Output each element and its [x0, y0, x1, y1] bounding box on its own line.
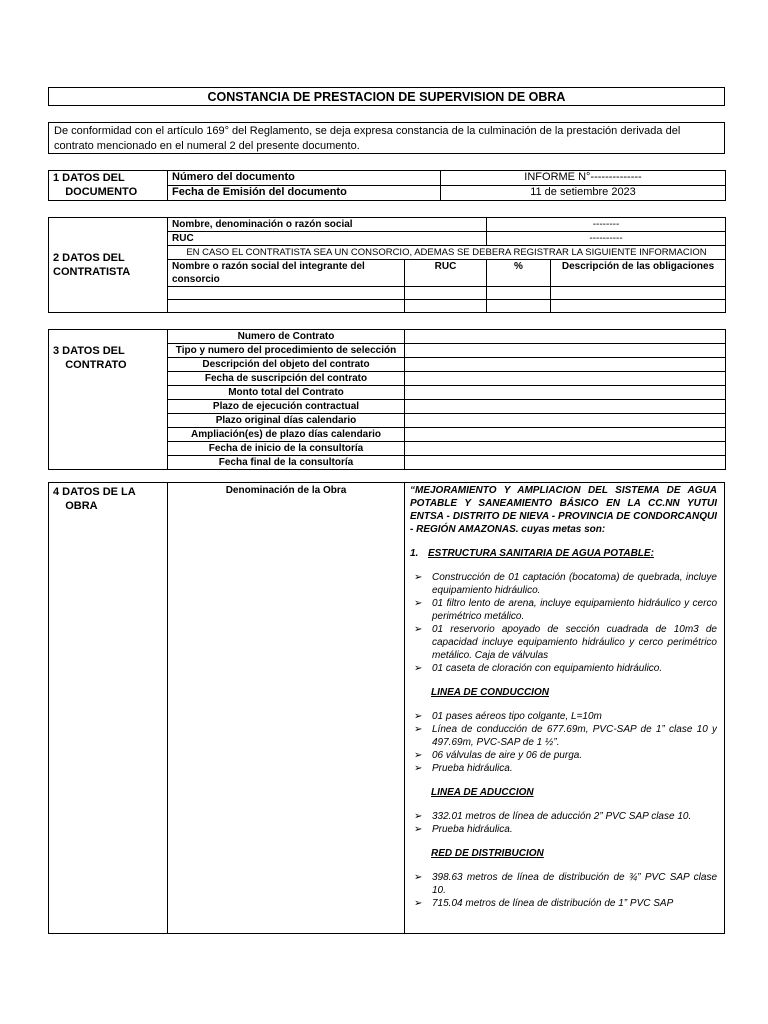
table-cell — [168, 300, 405, 313]
razon-social-value: -------- — [487, 218, 726, 232]
bullet-list — [410, 710, 717, 775]
list-item: ➢ 01 pases aéreos tipo colgante, L=10m — [414, 711, 602, 722]
section-3-label: 3 DATOS DEL CONTRATO — [49, 330, 168, 470]
subheading-distribucion: RED DE DISTRIBUCION — [431, 848, 544, 859]
document-date-label: Fecha de Emisión del documento — [168, 186, 441, 201]
contract-field-value — [405, 456, 726, 470]
table-cell — [551, 300, 726, 313]
intro-paragraph: De conformidad con el artículo 169° del Reglamento, se deja expresa constancia de la culminación de la prestación derivada del contrato mencionado en el numeral 2 del presente documento. — [48, 122, 725, 154]
obra-description — [410, 484, 717, 932]
col-ruc-header: RUC — [405, 260, 487, 287]
arrow-bullet-icon: ➢ — [414, 572, 423, 583]
table-cell — [487, 300, 551, 313]
contract-field-label: Fecha de inicio de la consultoría — [168, 442, 405, 456]
table-cell — [405, 300, 487, 313]
goal-title: ESTRUCTURA SANITARIA DE AGUA POTABLE: — [428, 548, 654, 559]
page-title: CONSTANCIA DE PRESTACION DE SUPERVISION DE OBRA — [48, 87, 725, 106]
contract-field-value — [405, 386, 726, 400]
contract-field-value — [405, 442, 726, 456]
contract-field-label: Fecha final de la consultoría — [168, 456, 405, 470]
ruc-value: ---------- — [487, 232, 726, 246]
table-cell — [551, 287, 726, 300]
goal-item — [410, 547, 717, 560]
list-item: ➢ Prueba hidráulica. — [414, 763, 513, 774]
arrow-bullet-icon: ➢ — [414, 724, 423, 735]
list-item: ➢ 715.04 metros de línea de distribución de 1” PVC SAP — [414, 898, 674, 909]
list-item: ➢ Construcción de 01 captación (bocatoma) de quebrada, incluye equipamiento hidráulico. — [414, 572, 717, 596]
contract-field-label: Ampliación(es) de plazo días calendario — [168, 428, 405, 442]
bullet-list — [410, 871, 717, 910]
consorcio-note: EN CASO EL CONTRATISTA SEA UN CONSORCIO, ADEMAS SE DEBERA REGISTRAR LA SIGUIENTE INFORMACION — [168, 246, 726, 260]
arrow-bullet-icon: ➢ — [414, 598, 423, 609]
section-4-label: 4 DATOS DE LA OBRA — [53, 486, 136, 512]
arrow-bullet-icon: ➢ — [414, 898, 423, 909]
section-1-label: 1 DATOS DEL DOCUMENTO — [49, 171, 168, 201]
document-date-value: 11 de setiembre 2023 — [441, 186, 726, 201]
arrow-bullet-icon: ➢ — [414, 624, 423, 635]
list-item: ➢ Prueba hidráulica. — [414, 824, 513, 835]
list-item: ➢ 398.63 metros de línea de distribución de ¾” PVC SAP clase 10. — [414, 872, 717, 896]
arrow-bullet-icon: ➢ — [414, 872, 423, 883]
col-integrante-header: Nombre o razón social del integrante del consorcio — [168, 260, 405, 287]
denominacion-label: Denominación de la Obra — [225, 485, 347, 496]
table-cell — [168, 287, 405, 300]
arrow-bullet-icon: ➢ — [414, 824, 423, 835]
arrow-bullet-icon: ➢ — [414, 763, 423, 774]
contract-field-value — [405, 414, 726, 428]
contract-field-label: Descripción del objeto del contrato — [168, 358, 405, 372]
ruc-label: RUC — [168, 232, 487, 246]
contract-field-value — [405, 358, 726, 372]
subheading-aduccion: LINEA DE ADUCCION — [431, 787, 534, 798]
section-1-table — [48, 170, 726, 201]
contract-field-value — [405, 344, 726, 358]
arrow-bullet-icon: ➢ — [414, 811, 423, 822]
divider — [404, 482, 405, 934]
arrow-bullet-icon: ➢ — [414, 750, 423, 761]
list-item: ➢ 01 filtro lento de arena, incluye equipamiento hidráulico y cerco perimétrico metálico. — [414, 598, 717, 622]
razon-social-label: Nombre, denominación o razón social — [168, 218, 487, 232]
list-item: ➢ 06 válvulas de aire y 06 de purga. — [414, 750, 583, 761]
document-number-label: Número del documento — [168, 171, 441, 186]
arrow-bullet-icon: ➢ — [414, 663, 423, 674]
obra-title: “MEJORAMIENTO Y AMPLIACION DEL SISTEMA DE AGUA POTABLE Y SANEAMIENTO BÁSICO EN LA CC.NN YUTUI ENTSA - DISTRITO DE NIEVA - PROVINCIA DE CONDORCANQUI - REGIÓN AMAZONAS. cuyas metas son: — [410, 485, 717, 535]
section-2-table — [48, 217, 726, 313]
contract-field-value — [405, 400, 726, 414]
col-obligaciones-header: Descripción de las obligaciones — [551, 260, 726, 287]
document-number-value: INFORME N°-------------- — [441, 171, 726, 186]
contract-field-value — [405, 330, 726, 344]
contract-field-label: Numero de Contrato — [168, 330, 405, 344]
contract-field-value — [405, 372, 726, 386]
section-2-label: 2 DATOS DEL CONTRATISTA — [49, 218, 168, 313]
contract-field-label: Plazo original días calendario — [168, 414, 405, 428]
bullet-list — [410, 810, 717, 836]
table-cell — [487, 287, 551, 300]
contract-field-label: Plazo de ejecución contractual — [168, 400, 405, 414]
goal-number: 1. — [410, 548, 419, 559]
list-item: ➢ 01 caseta de cloración con equipamiento hidráulico. — [414, 663, 663, 674]
list-item: ➢ Línea de conducción de 677.69m, PVC-SAP de 1” clase 10 y 497.69m, PVC-SAP de 1 ½”. — [414, 724, 717, 748]
bullet-list — [410, 571, 717, 675]
section-3-table — [48, 329, 726, 470]
divider — [167, 482, 168, 934]
contract-field-label: Monto total del Contrato — [168, 386, 405, 400]
table-cell — [405, 287, 487, 300]
contract-field-label: Tipo y numero del procedimiento de selección — [168, 344, 405, 358]
col-percent-header: % — [487, 260, 551, 287]
contract-field-value — [405, 428, 726, 442]
list-item: ➢ 332.01 metros de línea de aducción 2” PVC SAP clase 10. — [414, 811, 692, 822]
list-item: ➢ 01 reservorio apoyado de sección cuadrada de 10m3 de capacidad incluye equipamiento hidráulico y cerco perimétrico metálico. Caja de válvulas — [414, 624, 717, 661]
subheading-conduccion: LINEA DE CONDUCCION — [431, 687, 549, 698]
arrow-bullet-icon: ➢ — [414, 711, 423, 722]
contract-field-label: Fecha de suscripción del contrato — [168, 372, 405, 386]
